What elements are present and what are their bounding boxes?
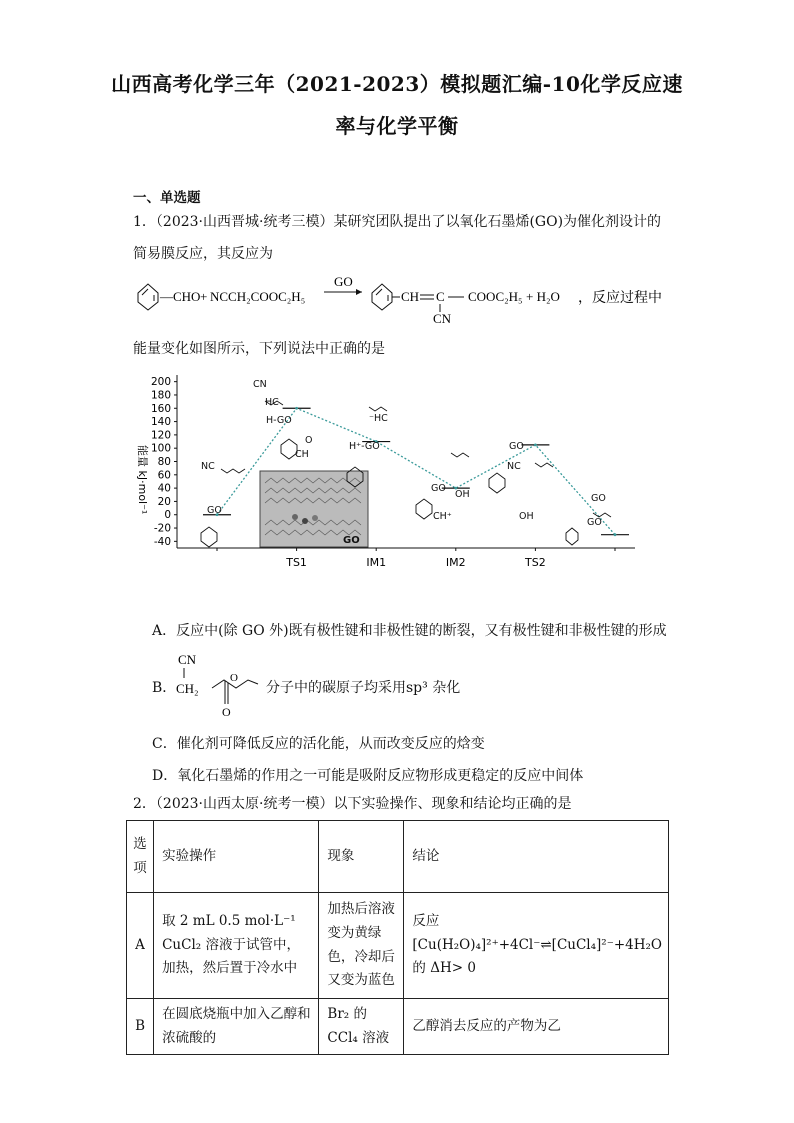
y-tick-label: -20 — [153, 522, 171, 535]
q2-table — [126, 820, 669, 1055]
chart-annotation-label: H-GO — [266, 415, 292, 426]
q1-stem-line3: 能量变化如图所示，下列说法中正确的是 — [133, 341, 385, 357]
y-tick-label: 20 — [157, 495, 171, 508]
document-title-line2: 率与化学平衡 — [335, 114, 459, 138]
document-title-line1: 山西高考化学三年（2021-2023）模拟题汇编-10化学反应速 — [111, 72, 683, 96]
y-tick-label: 40 — [157, 482, 171, 495]
chart-x-labels — [217, 548, 615, 569]
chart-annotation-label: NC — [507, 461, 521, 472]
q2-source: （2023·山西太原·统考一模） — [155, 796, 334, 812]
chart-y-ticks — [151, 376, 177, 548]
svg-text:GO: GO — [343, 535, 360, 546]
arrow-head-icon — [356, 289, 362, 295]
chart-annotation-label: CH⁺ — [433, 511, 452, 522]
q1-option-b-label: B． — [152, 680, 177, 696]
chart-annotation-label: CN — [253, 379, 267, 390]
q1-number: 1． — [133, 214, 156, 230]
table-row — [127, 893, 669, 999]
benzene-ring-icon — [416, 499, 432, 519]
product-c: C — [436, 289, 445, 304]
y-tick-label: 60 — [157, 469, 171, 482]
x-tick-label: TS1 — [286, 556, 307, 569]
section-heading: 一、单选题 — [133, 190, 201, 206]
go-sheet-inset-image — [260, 471, 368, 547]
data-point — [614, 533, 617, 536]
reactant-aldehyde: —CHO — [160, 289, 201, 304]
chart-annotation-label: ⁻HC — [369, 413, 388, 424]
product-ch: CH — [401, 289, 420, 304]
header-conclusion: 结论 — [404, 821, 669, 893]
benzene-ring-icon — [566, 528, 578, 545]
product-cn: CN — [433, 311, 452, 326]
y-tick-label: 200 — [150, 376, 171, 389]
structure-ch2: CH₂ — [176, 681, 199, 696]
chart-annotation-label: GO — [587, 517, 602, 528]
chart-annotation-label: GO — [207, 505, 222, 516]
q1-option-d: D．氧化石墨烯的作用之一可能是吸附反应物形成更稳定的反应中间体 — [152, 768, 584, 784]
row-a-phenomenon: 加热后溶液变为黄绿色，冷却后又变为蓝色 — [319, 893, 404, 999]
q1-stem-line2: 简易膜反应，其反应为 — [133, 246, 273, 262]
row-a-conclusion: 反应[Cu(H₂O)₄]²⁺+4Cl⁻⇌[CuCl₄]²⁻+4H₂O 的 ΔH> 0 — [404, 893, 669, 999]
reactant-ester: NCCH₂COOC₂H₅ — [210, 289, 306, 304]
header-phenomenon: 现象 — [319, 821, 404, 893]
chart-axes — [177, 375, 635, 548]
product-ester: COOC₂H₅ — [468, 289, 523, 304]
reaction-tail: ，反应过程中 — [578, 290, 662, 306]
q1-source: （2023·山西晋城·统考三模） — [155, 214, 334, 230]
chart-annotation-label: OH — [455, 489, 470, 500]
benzene-ring-icon — [138, 284, 158, 310]
energy-profile-chart — [125, 365, 645, 580]
benzene-ring-icon — [372, 284, 392, 310]
catalyst-label: GO — [334, 274, 353, 289]
chart-annotation-label: NC — [201, 461, 215, 472]
q2-stem-text: 以下实验操作、现象和结论均正确的是 — [333, 796, 572, 812]
y-tick-label: -40 — [153, 535, 171, 548]
chart-annotation-label: HC — [265, 397, 279, 408]
y-tick-label: 120 — [150, 429, 171, 442]
benzene-ring-icon — [201, 527, 217, 547]
data-point — [534, 443, 537, 446]
table-row — [127, 999, 669, 1055]
x-tick-label: IM1 — [366, 556, 387, 569]
chart-y-axis-label: 能量 kJ·mol⁻¹ — [136, 445, 149, 515]
svg-text:O: O — [230, 672, 238, 684]
chart-annotation-label: OH — [519, 511, 534, 522]
row-b-phenomenon: Br₂ 的 CCl₄ 溶液 — [319, 999, 404, 1055]
reaction-plus: + — [200, 289, 208, 304]
q2-stem — [133, 793, 571, 815]
row-a-option: A — [127, 893, 154, 999]
y-tick-label: 0 — [164, 509, 171, 522]
row-a-operation: 取 2 mL 0.5 mol·L⁻¹ CuCl₂ 溶液于试管中，加热，然后置于冷水中 — [154, 893, 319, 999]
q1-stem-text: 某研究团队提出了以氧化石墨烯(GO)为催化剂设计的 — [333, 214, 662, 230]
q1-option-c: C．催化剂可降低反应的活化能，从而改变反应的焓变 — [152, 736, 485, 752]
q2-number: 2． — [133, 796, 156, 812]
chart-annotation-label: GO — [591, 493, 606, 504]
byproduct-water: + H₂O — [526, 289, 560, 304]
chart-annotation-label: H⁺-GO — [349, 441, 380, 452]
data-point — [295, 407, 298, 410]
y-tick-label: 160 — [150, 402, 171, 415]
x-tick-label: TS2 — [525, 556, 546, 569]
q1-stem — [133, 211, 661, 233]
header-operation: 实验操作 — [154, 821, 319, 893]
q1-option-b-structure — [172, 650, 264, 722]
structure-cn: CN — [178, 652, 197, 667]
chart-annotation-label: GO — [431, 483, 446, 494]
chart-annotation-label: GO — [509, 441, 524, 452]
header-option: 选项 — [127, 821, 154, 893]
row-b-operation: 在圆底烧瓶中加入乙醇和浓硫酸的 — [154, 999, 319, 1055]
q1-option-b-text: 分子中的碳原子均采用sp³ 杂化 — [266, 680, 461, 696]
q1-option-a: A．反应中(除 GO 外)既有极性键和非极性键的断裂，又有极性键和非极性键的形成 — [152, 623, 667, 639]
chart-annotation-label: O — [305, 435, 313, 446]
benzene-ring-icon — [489, 473, 505, 493]
row-b-conclusion: 乙醇消去反应的产物为乙 — [404, 999, 669, 1055]
y-tick-label: 180 — [150, 389, 171, 402]
q1-reaction-equation — [128, 270, 668, 330]
y-tick-label: 100 — [150, 442, 171, 455]
row-b-option: B — [127, 999, 154, 1055]
y-tick-label: 80 — [157, 456, 171, 468]
table-header-row — [127, 821, 669, 893]
y-tick-label: 140 — [150, 416, 171, 429]
x-tick-label: IM2 — [445, 556, 466, 569]
chart-annotation-label: CH — [295, 449, 309, 460]
structure-o: O — [222, 705, 231, 719]
